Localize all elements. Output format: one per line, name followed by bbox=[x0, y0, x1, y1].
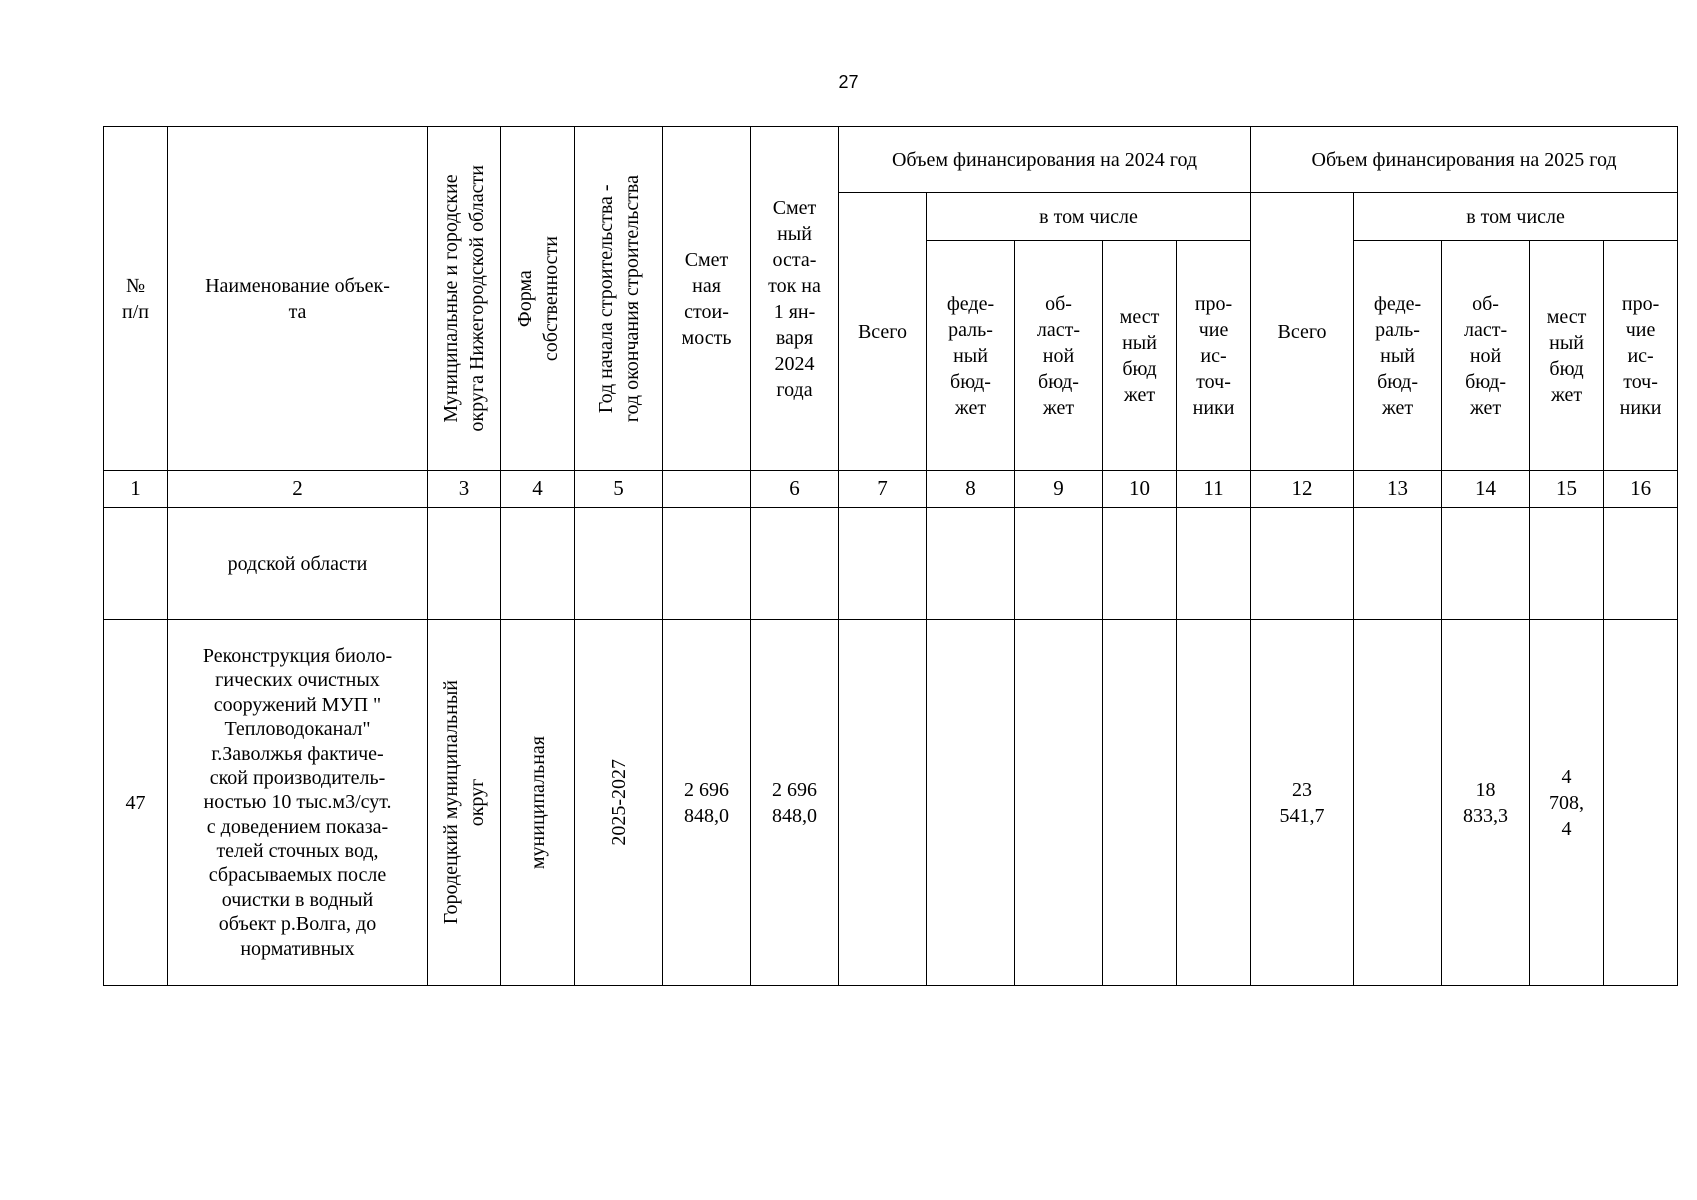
row-total-2025: 23 541,7 bbox=[1251, 620, 1354, 986]
cell bbox=[1177, 508, 1251, 620]
row-ownership: муниципальная bbox=[501, 620, 575, 986]
header-regional-2024: об- ласт- ной бюд- жет bbox=[1015, 241, 1103, 471]
row-years: 2025-2027 bbox=[575, 620, 663, 986]
header-local-2024: мест ный бюд жет bbox=[1103, 241, 1177, 471]
row-name: Реконструкция биоло- гических очистных сооружений МУП " Тепловодоканал" г.Заволжья фактиче- ской производитель- ностью 10 тыс.м3/сут. с доведением показа- телей сточных вод, сбрасываемых после очистки в водный объект р.Волга, до нормативных bbox=[168, 620, 428, 986]
column-number: 5 bbox=[575, 471, 663, 508]
column-number: 13 bbox=[1354, 471, 1442, 508]
column-number: 12 bbox=[1251, 471, 1354, 508]
row-total-2024 bbox=[839, 620, 927, 986]
header-municipality: Муниципальные и городские округа Нижегородской области bbox=[428, 127, 501, 471]
header-years: Год начала строительства - год окончания строительства bbox=[575, 127, 663, 471]
header-including-2024: в том числе bbox=[927, 193, 1251, 241]
row-federal-2025 bbox=[1354, 620, 1442, 986]
row-other-2024 bbox=[1177, 620, 1251, 986]
row-local-2025: 4 708, 4 bbox=[1530, 620, 1604, 986]
row-local-2024 bbox=[1103, 620, 1177, 986]
column-number: 10 bbox=[1103, 471, 1177, 508]
column-number: 7 bbox=[839, 471, 927, 508]
column-number: 9 bbox=[1015, 471, 1103, 508]
header-federal-2025: феде- раль- ный бюд- жет bbox=[1354, 241, 1442, 471]
cell bbox=[1251, 508, 1354, 620]
header-including-2025: в том числе bbox=[1354, 193, 1678, 241]
header-regional-2025: об- ласт- ной бюд- жет bbox=[1442, 241, 1530, 471]
header-ownership: Форма собственности bbox=[501, 127, 575, 471]
header-other-2025: про- чие ис- точ- ники bbox=[1604, 241, 1678, 471]
cell bbox=[1354, 508, 1442, 620]
cell bbox=[663, 508, 751, 620]
row-estimated-balance: 2 696 848,0 bbox=[751, 620, 839, 986]
column-number: 14 bbox=[1442, 471, 1530, 508]
column-number: 2 bbox=[168, 471, 428, 508]
cell bbox=[751, 508, 839, 620]
row-regional-2024 bbox=[1015, 620, 1103, 986]
header-financing-2024: Объем финансирования на 2024 год bbox=[839, 127, 1251, 193]
row-no: 47 bbox=[104, 620, 168, 986]
financing-table bbox=[103, 126, 1678, 986]
column-number: 15 bbox=[1530, 471, 1604, 508]
header-other-2024: про- чие ис- точ- ники bbox=[1177, 241, 1251, 471]
row-regional-2025: 18 833,3 bbox=[1442, 620, 1530, 986]
row-federal-2024 bbox=[927, 620, 1015, 986]
table-row bbox=[104, 508, 1678, 620]
column-number: 16 bbox=[1604, 471, 1678, 508]
cell bbox=[839, 508, 927, 620]
cell bbox=[927, 508, 1015, 620]
cell bbox=[1604, 508, 1678, 620]
cell bbox=[1103, 508, 1177, 620]
column-number: 1 bbox=[104, 471, 168, 508]
table-row bbox=[104, 620, 1678, 986]
row-no bbox=[104, 508, 168, 620]
column-number: 6 bbox=[751, 471, 839, 508]
column-number: 4 bbox=[501, 471, 575, 508]
page-number: 27 bbox=[838, 72, 859, 92]
header-federal-2024: феде- раль- ный бюд- жет bbox=[927, 241, 1015, 471]
column-number-row bbox=[104, 471, 1678, 508]
cell bbox=[1530, 508, 1604, 620]
column-number: 11 bbox=[1177, 471, 1251, 508]
header-total-2025: Всего bbox=[1251, 193, 1354, 471]
row-municipality: Городецкий муниципальный округ bbox=[428, 620, 501, 986]
header-no: № п/п bbox=[104, 127, 168, 471]
column-number: 3 bbox=[428, 471, 501, 508]
header-estimated-balance: Смет ный оста- ток на 1 ян- варя 2024 года bbox=[751, 127, 839, 471]
row-estimated-cost: 2 696 848,0 bbox=[663, 620, 751, 986]
header-local-2025: мест ный бюд жет bbox=[1530, 241, 1604, 471]
cell bbox=[575, 508, 663, 620]
cell bbox=[1442, 508, 1530, 620]
column-number bbox=[663, 471, 751, 508]
cell bbox=[428, 508, 501, 620]
row-name: родской области bbox=[168, 508, 428, 620]
row-other-2025 bbox=[1604, 620, 1678, 986]
header-row-1 bbox=[104, 127, 1678, 193]
header-total-2024: Всего bbox=[839, 193, 927, 471]
column-number: 8 bbox=[927, 471, 1015, 508]
header-name: Наименование объек- та bbox=[168, 127, 428, 471]
cell bbox=[1015, 508, 1103, 620]
header-financing-2025: Объем финансирования на 2025 год bbox=[1251, 127, 1678, 193]
header-estimated-cost: Смет ная стои- мость bbox=[663, 127, 751, 471]
cell bbox=[501, 508, 575, 620]
